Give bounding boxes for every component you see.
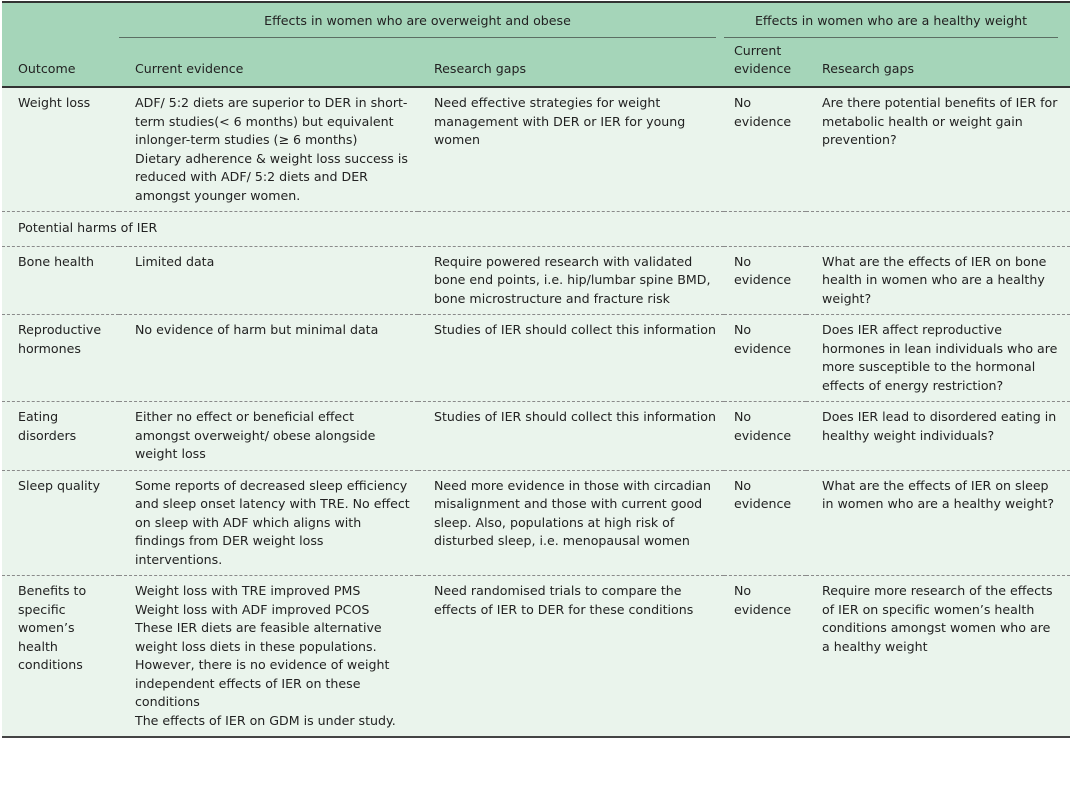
cell-hw-evidence: No evidence (734, 409, 792, 443)
group-header-healthy (724, 2, 1070, 38)
cell-hw-evidence: No evidence (734, 477, 792, 511)
table-row (2, 470, 1070, 576)
table-row (2, 87, 1070, 212)
cell-ow-gaps: Need randomised trials to compare the effects of IER to DER for these conditions (434, 583, 694, 617)
section-label: Potential harms of IER (18, 220, 158, 235)
evidence-line: These IER diets are feasible alternative weight loss diets in these populations. However, there is no evidence of weight independent effects of IER on these conditions (135, 620, 390, 709)
cell-hw-gaps: Does IER affect reproductive hormones in lean individuals who are more susceptible to the hormonal effects of energy restriction? (822, 322, 1058, 393)
cell-outcome: Reproductive hormones (18, 322, 102, 356)
evidence-line: The effects of IER on GDM is under study. (135, 712, 396, 728)
cell-ow-evidence (119, 315, 418, 402)
evidence-line: Weight loss with TRE improved PMS (135, 583, 361, 598)
cell-ow-evidence (119, 470, 418, 576)
cell-ow-evidence (119, 576, 418, 738)
cell-hw-evidence: No evidence (734, 583, 792, 617)
evidence-line: Weight loss with ADF improved PCOS (135, 601, 370, 617)
evidence-table (2, 1, 1070, 738)
evidence-line: Limited data (135, 253, 215, 269)
table-row (2, 576, 1070, 738)
cell-hw-evidence: No evidence (734, 322, 792, 356)
section-row (2, 212, 1070, 247)
cell-outcome: Sleep quality (18, 477, 101, 493)
col-header-ow-gaps: Research gaps (434, 61, 527, 76)
evidence-line: Some reports of decreased sleep efficiency and sleep onset latency with TRE. No effect on sleep with ADF which aligns with findings from DER weight loss interventions. (135, 477, 410, 567)
cell-hw-gaps: What are the effects of IER on sleep in women who are a healthy weight? (822, 477, 1055, 511)
cell-outcome: Eating disorders (18, 409, 77, 443)
cell-hw-evidence: No evidence (734, 95, 792, 129)
cell-ow-gaps: Need effective strategies for weight management with DER or IER for young women (434, 95, 686, 147)
cell-ow-gaps: Need more evidence in those with circadian misalignment and those with current good sleep. Also, populations at high risk of disturbed sleep, i.e. menopausal women (434, 477, 711, 548)
group-header-overweight (119, 2, 724, 38)
evidence-line: Either no effect or beneficial effect amongst overweight/ obese alongside weight loss (135, 409, 376, 461)
evidence-line: ADF/ 5:2 diets are superior to DER in short-term studies(< 6 months) but equivalent inlonger-term studies (≥ 6 months) (135, 95, 408, 147)
evidence-line: Dietary adherence & weight loss success is reduced with ADF/ 5:2 diets and DER amongst younger women. (135, 150, 408, 203)
group-header-row (2, 2, 1070, 38)
col-header-outcome: Outcome (18, 61, 76, 76)
table-header (2, 2, 1070, 87)
cell-hw-gaps: Require more research of the effects of IER on specific women’s health conditions amongst women who are a healthy weight (822, 583, 1053, 654)
cell-ow-evidence (119, 246, 418, 315)
col-header-ow-evidence: Current evidence (135, 61, 244, 76)
evidence-table-container (2, 1, 1070, 738)
cell-outcome: Benefits to specific women’s health conditions (18, 583, 87, 672)
col-header-hw-evidence: Current evidence (734, 43, 792, 76)
evidence-line: No evidence of harm but minimal data (135, 322, 379, 337)
cell-hw-gaps: What are the effects of IER on bone health in women who are a healthy weight? (822, 253, 1047, 306)
table-row (2, 315, 1070, 402)
column-header-row (2, 38, 1070, 87)
cell-hw-evidence: No evidence (734, 253, 792, 287)
cell-outcome: Bone health (18, 253, 94, 269)
cell-hw-gaps: Does IER lead to disordered eating in healthy weight individuals? (822, 409, 1057, 443)
group-header-healthy-label: Effects in women who are a healthy weight (724, 12, 1058, 38)
group-header-overweight-label: Effects in women who are overweight and obese (119, 12, 716, 38)
cell-ow-evidence (119, 402, 418, 471)
table-body (2, 87, 1070, 737)
cell-ow-gaps: Studies of IER should collect this information (434, 409, 716, 424)
cell-ow-gaps: Studies of IER should collect this information (434, 322, 716, 337)
cell-outcome: Weight loss (18, 95, 91, 110)
group-header-blank (2, 2, 119, 38)
cell-hw-gaps: Are there potential benefits of IER for metabolic health or weight gain prevention? (822, 95, 1058, 147)
table-row (2, 246, 1070, 315)
col-header-hw-gaps: Research gaps (822, 61, 915, 76)
table-row (2, 402, 1070, 471)
cell-ow-evidence (119, 87, 418, 212)
cell-ow-gaps: Require powered research with validated bone end points, i.e. hip/lumbar spine BMD, bone microstructure and fracture risk (434, 253, 711, 306)
